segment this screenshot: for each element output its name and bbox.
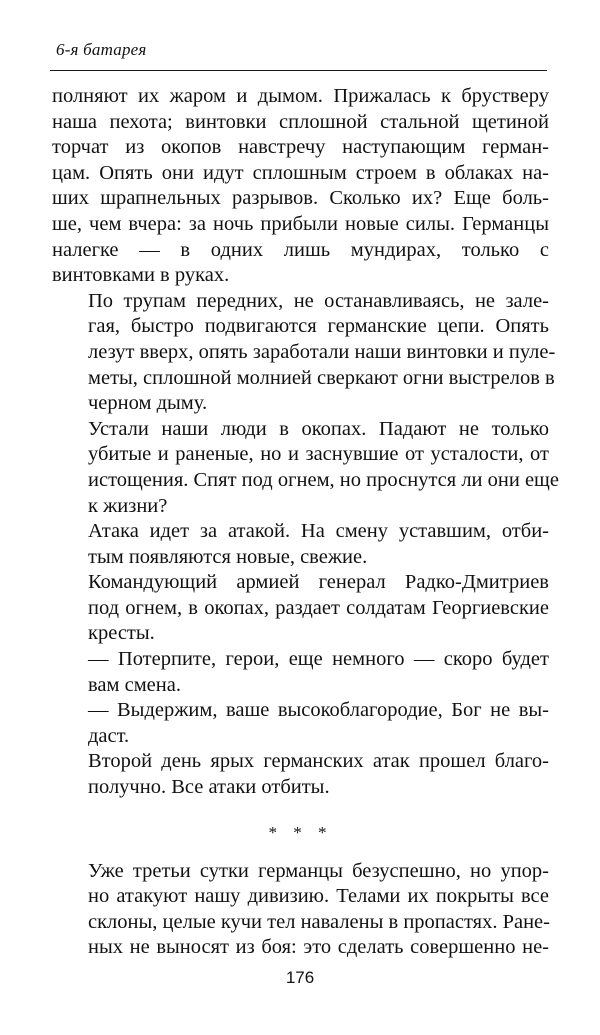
header-rule — [50, 70, 547, 71]
text-line: полняют их жаром и дымом. Прижалась к брустверу — [52, 85, 549, 107]
text-line: ше, чем вчера: за ночь прибыли новые силы. Германцы — [52, 212, 549, 235]
paragraph — [52, 519, 549, 570]
text-line: цам. Опять они идут сплошным строем в облаках на- — [52, 161, 549, 184]
text-line: Устали наши люди в окопах. Падают не только — [88, 417, 549, 440]
text-line: — Потерпите, герои, еще немного — скоро будет — [88, 648, 549, 671]
body-text — [52, 84, 559, 961]
text-line: под огнем, в окопах, раздает солдатам Георгиевские — [88, 596, 549, 619]
text-line: к жизни? — [88, 494, 168, 517]
section-break: * * * — [268, 822, 333, 842]
text-line: По трупам передних, не останавливаясь, не зале- — [88, 289, 549, 312]
text-line: гая, быстро подвигаются германские цепи. Опять — [88, 315, 549, 338]
text-line: тым появляются новые, свежие. — [88, 545, 368, 568]
text-line: наша пехота; винтовки сплошной стальной щетиной — [52, 110, 549, 133]
text-line: винтовками в руках. — [52, 264, 230, 287]
text-line: Второй день ярых германских атак прошел благо- — [88, 750, 549, 773]
text-line: ных не выносят из боя: это сделать совершенно не- — [88, 936, 549, 959]
text-line: получно. Все атаки отбиты. — [88, 776, 330, 799]
text-line: ших шрапнельных разрывов. Сколько их? Еще боль- — [52, 187, 549, 210]
text-line: — Выдержим, ваше высокоблагородие, Бог не вы- — [88, 699, 549, 722]
text-line: Командующий армией генерал Радко-Дмитриев — [88, 571, 549, 594]
text-line: склоны, целые кучи тел навалены в пропастях. Ране- — [88, 910, 550, 933]
text-line: кресты. — [88, 622, 155, 645]
text-line: но атакуют нашу дивизию. Телами их покрыты все — [88, 885, 549, 908]
paragraph — [52, 289, 556, 417]
paragraph — [52, 84, 549, 289]
text-line: торчат из окопов навстречу наступающим герман- — [52, 136, 549, 159]
page-number: 176 — [285, 968, 315, 987]
text-line: Уже третьи сутки германцы безуспешно, но упор- — [88, 859, 549, 882]
paragraph — [52, 647, 549, 698]
paragraph — [52, 698, 549, 749]
text-line: черном дыму. — [88, 392, 208, 415]
text-line: налегке — в одних лишь мундирах, только с — [52, 238, 549, 261]
text-line: вам смена. — [88, 673, 181, 696]
paragraphs-after-break — [52, 859, 549, 961]
paragraph — [52, 749, 549, 800]
paragraphs-before-break — [52, 84, 559, 801]
text-line: меты, сплошной молнией сверкают огни выстрелов в — [88, 366, 555, 389]
paragraph — [52, 570, 549, 647]
text-line: истощения. Спят под огнем, но проснутся ли они еще — [88, 468, 559, 491]
paragraph — [52, 859, 549, 961]
text-line: убитые и раненые, но и заснувшие от усталости, от — [88, 443, 549, 466]
text-line: лезут вверх, опять заработали наши винтовки и пуле- — [88, 340, 556, 363]
text-line: даст. — [88, 724, 130, 747]
paragraph — [52, 417, 559, 519]
running-head: 6-я батарея — [56, 40, 147, 59]
text-line: Атака идет за атакой. На смену уставшим, отби- — [88, 520, 549, 543]
